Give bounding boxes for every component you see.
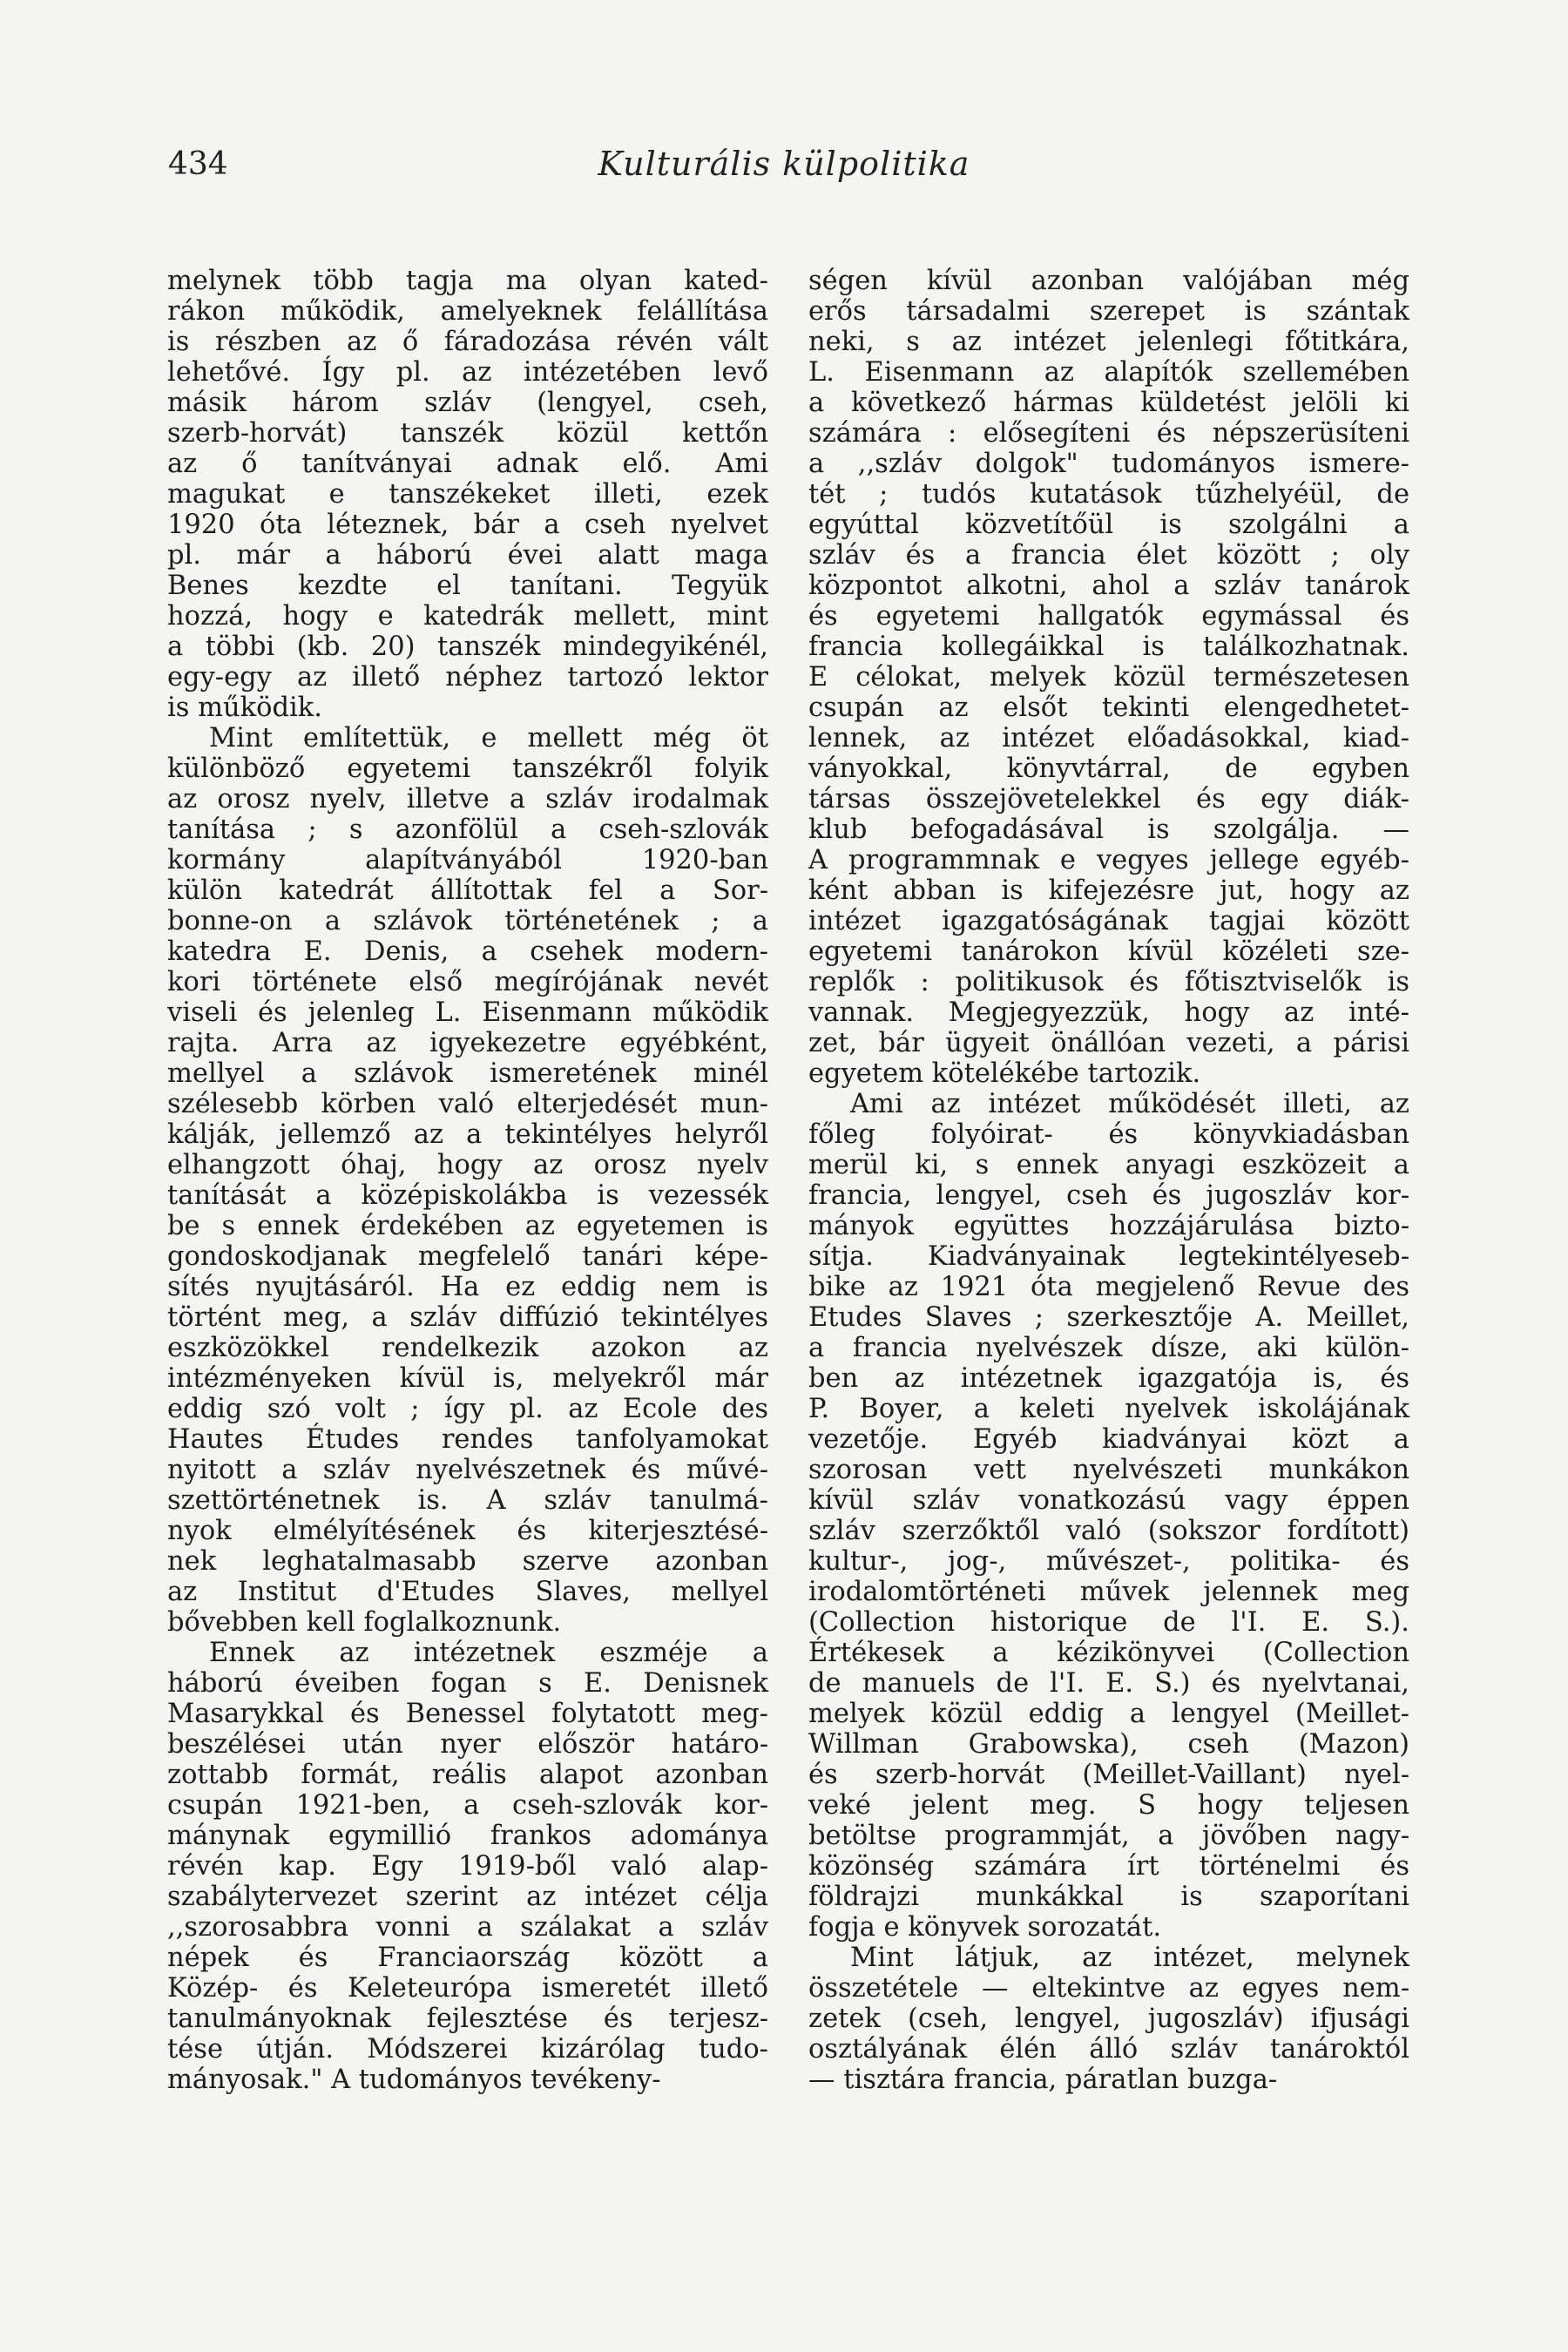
text-line: tése útján. Módszerei kizárólag tudo-: [167, 2034, 768, 2065]
text-line: nyitott a szláv nyelvészetnek és művé-: [167, 1455, 768, 1485]
text-line: a többi (kb. 20) tanszék mindegyikénél,: [167, 632, 768, 662]
text-line: másik három szláv (lengyel, cseh,: [167, 388, 768, 418]
text-line: ,,szorosabbra vonni a szálakat a szláv: [167, 1912, 768, 1943]
text-line: Willman Grabowska), cseh (Mazon): [808, 1729, 1409, 1760]
text-line: kívül szláv vonatkozású vagy éppen: [808, 1485, 1409, 1516]
left-column: [167, 266, 768, 2095]
text-line: Értékesek a kézikönyvei (Collection: [808, 1638, 1409, 1668]
text-line: intézményeken kívül is, melyekről már: [167, 1363, 768, 1394]
text-line: szerb-horvát) tanszék közül kettőn: [167, 418, 768, 449]
text-line: Hautes Études rendes tanfolyamokat: [167, 1424, 768, 1455]
text-line: zottabb formát, reális alapot azonban: [167, 1760, 768, 1790]
text-line: tanítását a középiskolákba is vezessék: [167, 1180, 768, 1211]
text-line: bővebben kell foglalkoznunk.: [167, 1607, 562, 1638]
text-line: betöltse programmját, a jövőben nagy-: [808, 1821, 1409, 1851]
text-line: az ő tanítványai adnak elő. Ami: [167, 449, 768, 479]
text-line: — tisztára francia, páratlan buzga-: [808, 2065, 1278, 2095]
text-line: A programmnak e vegyes jellege egyéb-: [808, 845, 1409, 875]
text-line: egy-egy az illető néphez tartozó lektor: [167, 662, 768, 693]
text-line: szettörténetnek is. A szláv tanulmá-: [167, 1485, 768, 1516]
text-line: zetek (cseh, lengyel, jugoszláv) ifjusági: [808, 2004, 1409, 2034]
text-line: katedra E. Denis, a csehek modern-: [167, 936, 768, 967]
text-line: de manuels de l'I. E. S.) és nyelvtanai,: [808, 1668, 1409, 1699]
text-line: rákon működik, amelyeknek felállítása: [167, 296, 768, 327]
text-line: ványokkal, könyvtárral, de egyben: [808, 754, 1409, 784]
text-line: E célokat, melyek közül természetesen: [808, 662, 1409, 693]
text-line: viseli és jelenleg L. Eisenmann működik: [167, 997, 768, 1028]
text-line: eddig szó volt ; így pl. az Ecole des: [167, 1394, 768, 1424]
text-line: 1920 óta léteznek, bár a cseh nyelvet: [167, 510, 768, 540]
text-line: francia, lengyel, cseh és jugoszláv kor-: [808, 1180, 1409, 1211]
text-line: erős társadalmi szerepet is szántak: [808, 296, 1409, 327]
text-line: tanulmányoknak fejlesztése és terjesz-: [167, 2004, 768, 2034]
text-line: irodalomtörténeti művek jelennek meg: [808, 1577, 1409, 1607]
text-line: csupán az elsőt tekinti elengedhetet-: [808, 693, 1409, 723]
text-line: elhangzott óhaj, hogy az orosz nyelv: [167, 1150, 768, 1180]
text-line: intézet igazgatóságának tagjai között: [808, 906, 1409, 936]
text-line: Ennek az intézetnek eszméje a: [209, 1638, 768, 1668]
text-line: lehetővé. Így pl. az intézetében levő: [167, 357, 768, 388]
text-line: ben az intézetnek igazgatója is, és: [808, 1363, 1409, 1394]
text-line: osztályának élén álló szláv tanároktól: [808, 2034, 1409, 2065]
text-line: egyetem kötelékébe tartozik.: [808, 1058, 1201, 1089]
text-line: kálják, jellemző az a tekintélyes helyről: [167, 1119, 768, 1150]
text-line: közönség számára írt történelmi és: [808, 1851, 1409, 1882]
text-line: népek és Franciaország között a: [167, 1943, 768, 1973]
text-line: mányok együttes hozzájárulása bizto-: [808, 1211, 1409, 1241]
text-line: kori története első megírójának nevét: [167, 967, 768, 997]
text-line: replők : politikusok és főtisztviselők is: [808, 967, 1409, 997]
text-line: szabálytervezet szerint az intézet célja: [167, 1882, 768, 1912]
text-line: a francia nyelvészek dísze, aki külön-: [808, 1333, 1409, 1363]
text-line: főleg folyóirat- és könyvkiadásban: [808, 1119, 1409, 1150]
text-line: összetétele — eltekintve az egyes nem-: [808, 1973, 1409, 2004]
text-line: vezetője. Egyéb kiadványai közt a: [808, 1424, 1409, 1455]
text-line: L. Eisenmann az alapítók szellemében: [808, 357, 1409, 388]
text-line: nek leghatalmasabb szerve azonban: [167, 1546, 768, 1577]
text-line: be s ennek érdekében az egyetemen is: [167, 1211, 768, 1241]
text-line: Közép- és Keleteurópa ismeretét illető: [167, 1973, 768, 2004]
text-line: melyek közül eddig a lengyel (Meillet-: [808, 1699, 1409, 1729]
text-line: és egyetemi hallgatók egymással és: [808, 601, 1409, 632]
text-line: Ami az intézet működését illeti, az: [850, 1089, 1409, 1119]
text-line: klub befogadásával is szolgálja. —: [808, 814, 1409, 845]
text-line: bonne-on a szlávok történetének ; a: [167, 906, 768, 936]
text-line: számára : elősegíteni és népszerüsíteni: [808, 418, 1409, 449]
text-line: kultur-, jog-, művészet-, politika- és: [808, 1546, 1409, 1577]
text-line: (Collection historique de l'I. E. S.).: [808, 1607, 1409, 1638]
text-line: különböző egyetemi tanszékről folyik: [167, 754, 768, 784]
text-line: szorosan vett nyelvészeti munkákon: [808, 1455, 1409, 1485]
text-line: sítés nyujtásáról. Ha ez eddig nem is: [167, 1272, 768, 1302]
text-line: Etudes Slaves ; szerkesztője A. Meillet,: [808, 1302, 1409, 1333]
text-line: pl. már a háború évei alatt maga: [167, 540, 768, 571]
text-line: lennek, az intézet előadásokkal, kiad-: [808, 723, 1409, 754]
text-line: francia kollegáikkal is találkozhatnak.: [808, 632, 1409, 662]
text-line: eszközökkel rendelkezik azokon az: [167, 1333, 768, 1363]
text-line: melynek több tagja ma olyan kated-: [167, 266, 768, 296]
text-line: az orosz nyelv, illetve a szláv irodalmak: [167, 784, 768, 814]
text-line: háború éveiben fogan s E. Denisnek: [167, 1668, 768, 1699]
text-line: ségen kívül azonban valójában még: [808, 266, 1409, 296]
text-line: társas összejövetelekkel és egy diák-: [808, 784, 1409, 814]
page-number: 434: [168, 146, 228, 182]
text-line: is működik.: [167, 693, 322, 723]
text-line: tét ; tudós kutatások tűzhelyéül, de: [808, 479, 1409, 510]
text-line: egyetemi tanárokon kívül közéleti sze-: [808, 936, 1409, 967]
text-line: mányosak." A tudományos tevékeny-: [167, 2065, 661, 2095]
text-line: zet, bár ügyeit önállóan vezeti, a párisi: [808, 1028, 1409, 1058]
text-line: és szerb-horvát (Meillet-Vaillant) nyel-: [808, 1760, 1409, 1790]
text-line: merül ki, s ennek anyagi eszközeit a: [808, 1150, 1409, 1180]
text-line: neki, s az intézet jelenlegi főtitkára,: [808, 327, 1409, 357]
text-line: révén kap. Egy 1919-ből való alap-: [167, 1851, 768, 1882]
text-line: szláv szerzőktől való (sokszor fordított): [808, 1516, 1409, 1546]
text-line: Benes kezdte el tanítani. Tegyük: [167, 571, 768, 601]
text-line: kormány alapítványából 1920-ban: [167, 845, 768, 875]
text-line: központot alkotni, ahol a szláv tanárok: [808, 571, 1409, 601]
text-line: hozzá, hogy e katedrák mellett, mint: [167, 601, 768, 632]
text-line: külön katedrát állítottak fel a Sor-: [167, 875, 768, 906]
text-line: vannak. Megjegyezzük, hogy az inté-: [808, 997, 1409, 1028]
text-line: szélesebb körben való elterjedését mun-: [167, 1089, 768, 1119]
text-line: történt meg, a szláv diffúzió tekintélyes: [167, 1302, 768, 1333]
text-line: magukat e tanszékeket illeti, ezek: [167, 479, 768, 510]
text-line: sítja. Kiadványainak legtekintélyeseb-: [808, 1241, 1409, 1272]
text-line: mánynak egymillió frankos adománya: [167, 1821, 768, 1851]
text-line: az Institut d'Etudes Slaves, mellyel: [167, 1577, 768, 1607]
text-line: tanítása ; s azonfölül a cseh-szlovák: [167, 814, 768, 845]
text-line: Mint említettük, e mellett még öt: [209, 723, 768, 754]
text-line: szláv és a francia élet között ; oly: [808, 540, 1409, 571]
text-line: veké jelent meg. S hogy teljesen: [808, 1790, 1409, 1821]
text-line: fogja e könyvek sorozatát.: [808, 1912, 1162, 1943]
text-line: ként abban is kifejezésre jut, hogy az: [808, 875, 1409, 906]
text-line: beszélései után nyer először határo-: [167, 1729, 768, 1760]
text-line: P. Boyer, a keleti nyelvek iskolájának: [808, 1394, 1409, 1424]
text-line: rajta. Arra az igyekezetre egyébként,: [167, 1028, 768, 1058]
text-line: nyok elmélyítésének és kiterjesztésé-: [167, 1516, 768, 1546]
running-title: Kulturális külpolitika: [598, 145, 970, 183]
text-line: Masarykkal és Benessel folytatott meg-: [167, 1699, 768, 1729]
text-line: bike az 1921 óta megjelenő Revue des: [808, 1272, 1409, 1302]
text-line: mellyel a szlávok ismeretének minél: [167, 1058, 768, 1089]
text-line: a ,,szláv dolgok" tudományos ismere-: [808, 449, 1409, 479]
text-line: gondoskodjanak megfelelő tanári képe-: [167, 1241, 768, 1272]
text-line: földrajzi munkákkal is szaporítani: [808, 1882, 1409, 1912]
right-column: [808, 266, 1409, 2095]
text-line: a következő hármas küldetést jelöli ki: [808, 388, 1409, 418]
text-line: Mint látjuk, az intézet, melynek: [850, 1943, 1409, 1973]
text-line: is részben az ő fáradozása révén vált: [167, 327, 768, 357]
text-line: csupán 1921-ben, a cseh-szlovák kor-: [167, 1790, 768, 1821]
text-line: egyúttal közvetítőül is szolgálni a: [808, 510, 1409, 540]
